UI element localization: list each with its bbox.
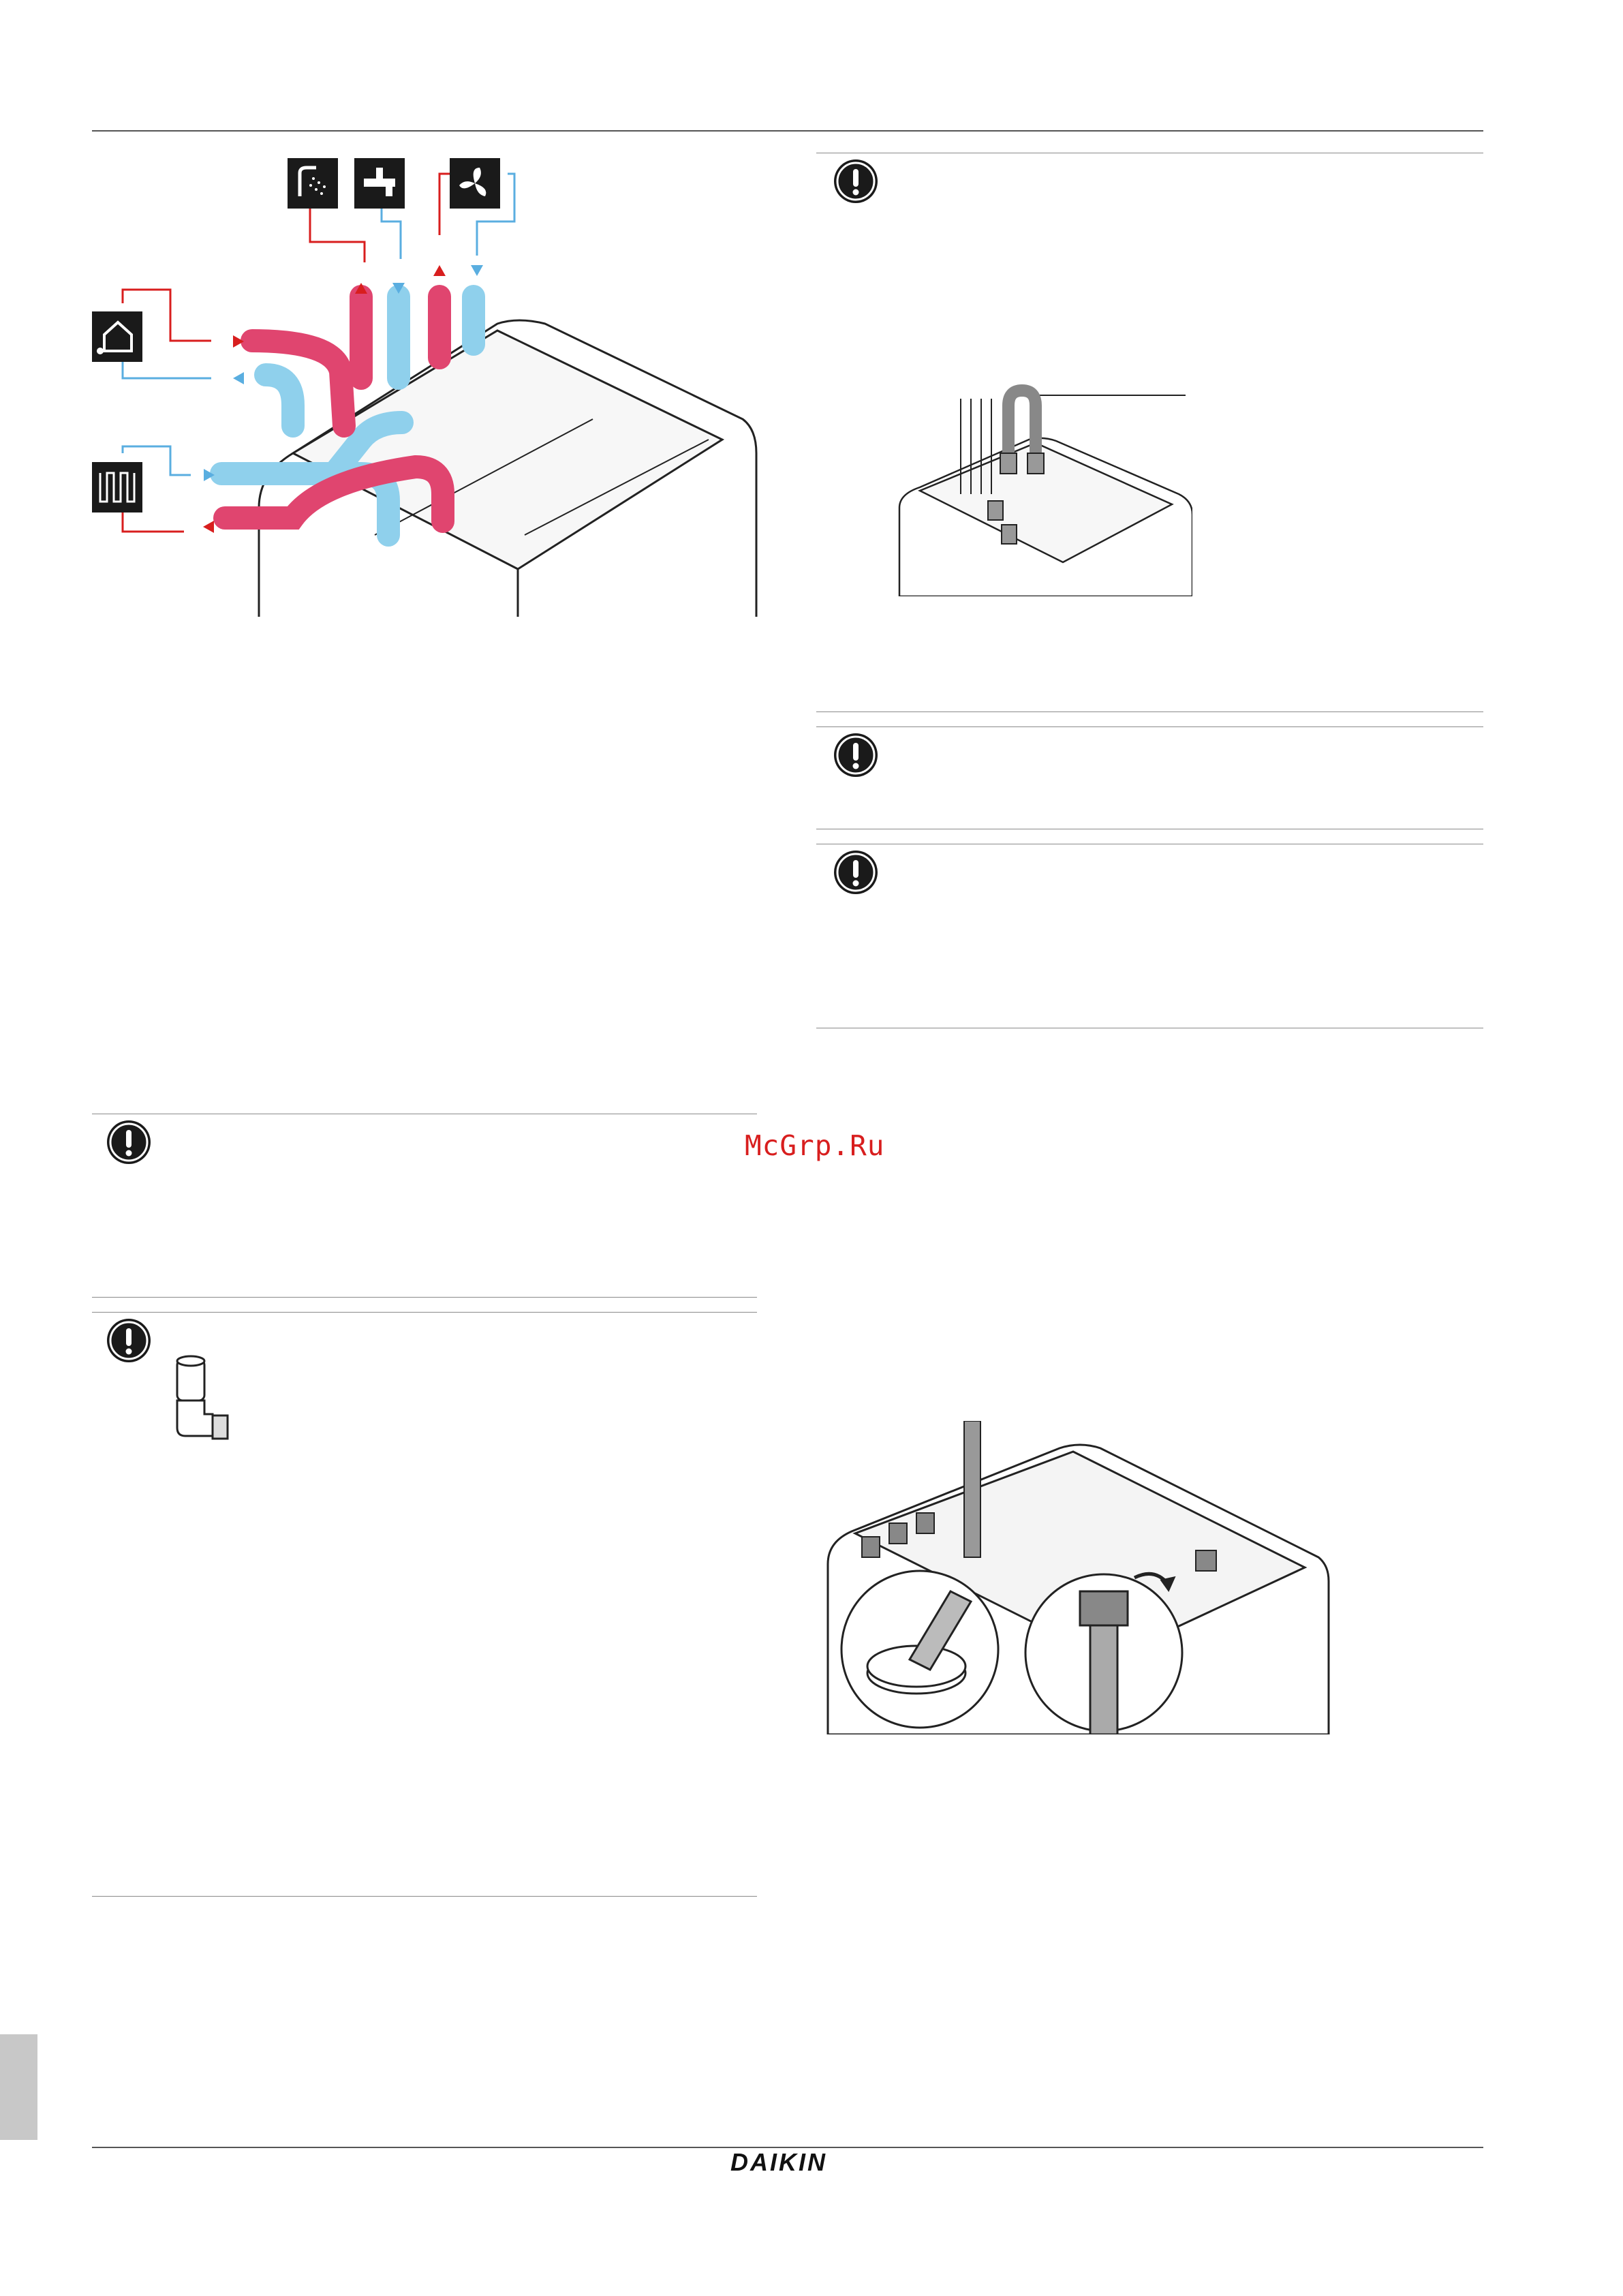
house-icon [92,311,142,362]
warning-icon [833,158,879,204]
notice-5-top-rule [92,1312,757,1313]
watermark: McGrp.Ru [745,1129,885,1162]
loop-piping-figure [893,378,1192,596]
piping-overview-figure [75,153,763,617]
warning-icon [106,1119,152,1165]
underfloor-heating-icon [92,462,142,512]
warning-icon [833,849,879,896]
fill-valve-figure [814,1421,1339,1734]
gasket-detail-icon [841,1571,998,1728]
footer-brand-logo: DAIKIN [730,2148,827,2176]
notice-5-bottom-rule [92,1896,757,1897]
notice-4-bottom-rule [92,1297,757,1298]
warning-icon [106,1317,152,1364]
tap-icon [354,158,405,209]
chapter-side-tab [0,2034,37,2140]
fan-coil-icon [450,158,500,209]
notice-2-top-rule [816,726,1483,727]
angle-valve-icon [158,1353,233,1448]
shower-icon [288,158,338,209]
warning-icon [833,732,879,778]
notice-1-bottom-rule [816,711,1483,712]
header-rule [92,130,1483,132]
